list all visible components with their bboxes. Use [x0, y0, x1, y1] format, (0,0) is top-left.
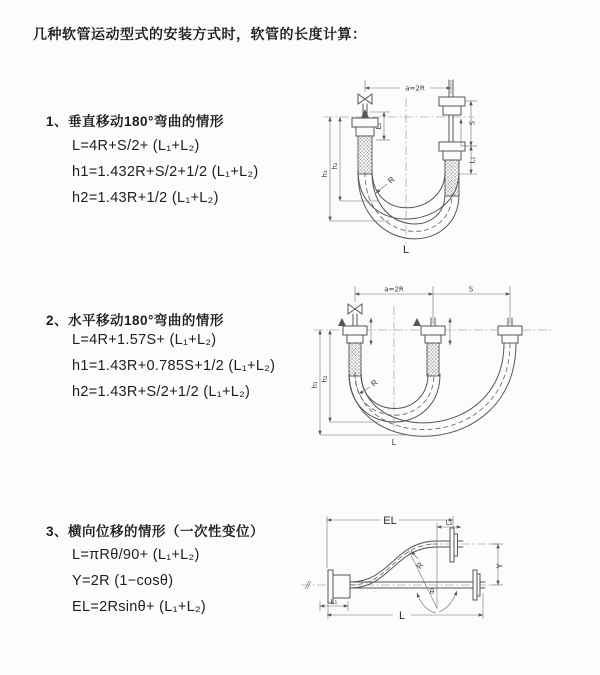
section-1-heading: 1、垂直移动180°弯曲的情形: [46, 114, 224, 129]
hose-u-bend-position-1: [349, 374, 440, 422]
valve-icon: [348, 304, 362, 326]
label-radius: R: [386, 174, 397, 186]
braided-hose-section: [358, 136, 372, 174]
dim-label-l1-left: L₁: [375, 122, 383, 130]
dimension-l: [327, 610, 483, 622]
radius-callout: [359, 378, 380, 394]
dim-label-l: L: [398, 610, 406, 622]
middle-pipe-fitting: [413, 318, 445, 376]
diagram-lateral-displacement: [295, 498, 575, 643]
label-length-l: L: [402, 244, 410, 256]
braided-hose-section: [445, 160, 459, 196]
radius-callout: [408, 549, 437, 608]
diagram-horizontal-180-bend: [310, 282, 560, 448]
port-arrow-icon: [338, 318, 346, 326]
dimension-l1: [320, 598, 348, 611]
dim-label-y: Y: [495, 563, 505, 569]
port-arrow-icon: [413, 318, 421, 326]
dim-label-a2r: a=2R: [405, 84, 425, 93]
dim-label-h2: h₂: [321, 375, 329, 383]
upper-flange: [437, 528, 463, 562]
dim-label-l1-right: L₁: [468, 156, 477, 164]
section-1-formula-h1: h1=1.432R+S/2+1/2 (L₁+L₂): [72, 164, 259, 180]
radius-construction-line: [408, 549, 437, 608]
section-3-formula-EL: EL=2Rsinθ+ (L₁+L₂): [72, 599, 207, 615]
label-length-l: L: [391, 438, 397, 447]
dim-label-l1: L₁: [330, 598, 338, 606]
section-2-formula-h1: h1=1.43R+0.785S+1/2 (L₁+L₂): [72, 358, 276, 374]
right-flange: [473, 570, 485, 619]
dimension-a-2r: [365, 80, 451, 94]
dim-label-h1: h₁: [311, 381, 319, 389]
left-flange: [328, 570, 350, 619]
label-radius: R: [414, 560, 426, 571]
dim-label-h1: h₁: [321, 170, 329, 178]
dim-label-a2r: a=2R: [384, 285, 404, 294]
dim-label-h2: h₂: [331, 162, 339, 170]
dimension-s-right: [459, 101, 477, 174]
hose-u-bend: [358, 170, 459, 239]
page-title: 几种软管运动型式的安装方式时，软管的长度计算：: [33, 26, 367, 42]
section-2-formula-h2: h2=1.43R+S/2+1/2 (L₁+L₂): [72, 384, 251, 400]
label-radius: R: [369, 377, 380, 389]
radius-callout: [376, 175, 397, 193]
braided-hose-section: [349, 343, 361, 376]
dim-label-l2: L₂: [445, 519, 453, 527]
section-3-formula-Y: Y=2R (1−cosθ): [72, 573, 174, 589]
left-pipe-fitting: [352, 109, 378, 174]
section-1-formula-h2: h2=1.43R+1/2 (L₁+L₂): [72, 190, 219, 206]
section-3-formula-L: L=πRθ/90+ (L₁+L₂): [72, 547, 200, 563]
diagram-vertical-180-bend: [308, 72, 548, 260]
left-pipe-fitting: [338, 318, 367, 376]
section-1-formula-L: L=4R+S/2+ (L₁+L₂): [72, 138, 200, 154]
section-2-heading: 2、水平移动180°弯曲的情形: [46, 313, 224, 328]
braided-hose-section: [427, 343, 439, 376]
port-arrow-icon: [361, 109, 369, 118]
section-3-heading: 3、横向位移的情形（一次性变位）: [46, 524, 265, 539]
label-theta: θ: [429, 588, 435, 596]
section-2-formula-L: L=4R+1.57S+ (L₁+L₂): [72, 332, 217, 348]
dimension-a-2r-and-s: [355, 286, 510, 325]
dim-label-s: S: [468, 285, 474, 294]
dim-label-s: S: [468, 120, 477, 126]
dim-label-el: EL: [383, 515, 397, 527]
dimension-y: [491, 544, 505, 585]
